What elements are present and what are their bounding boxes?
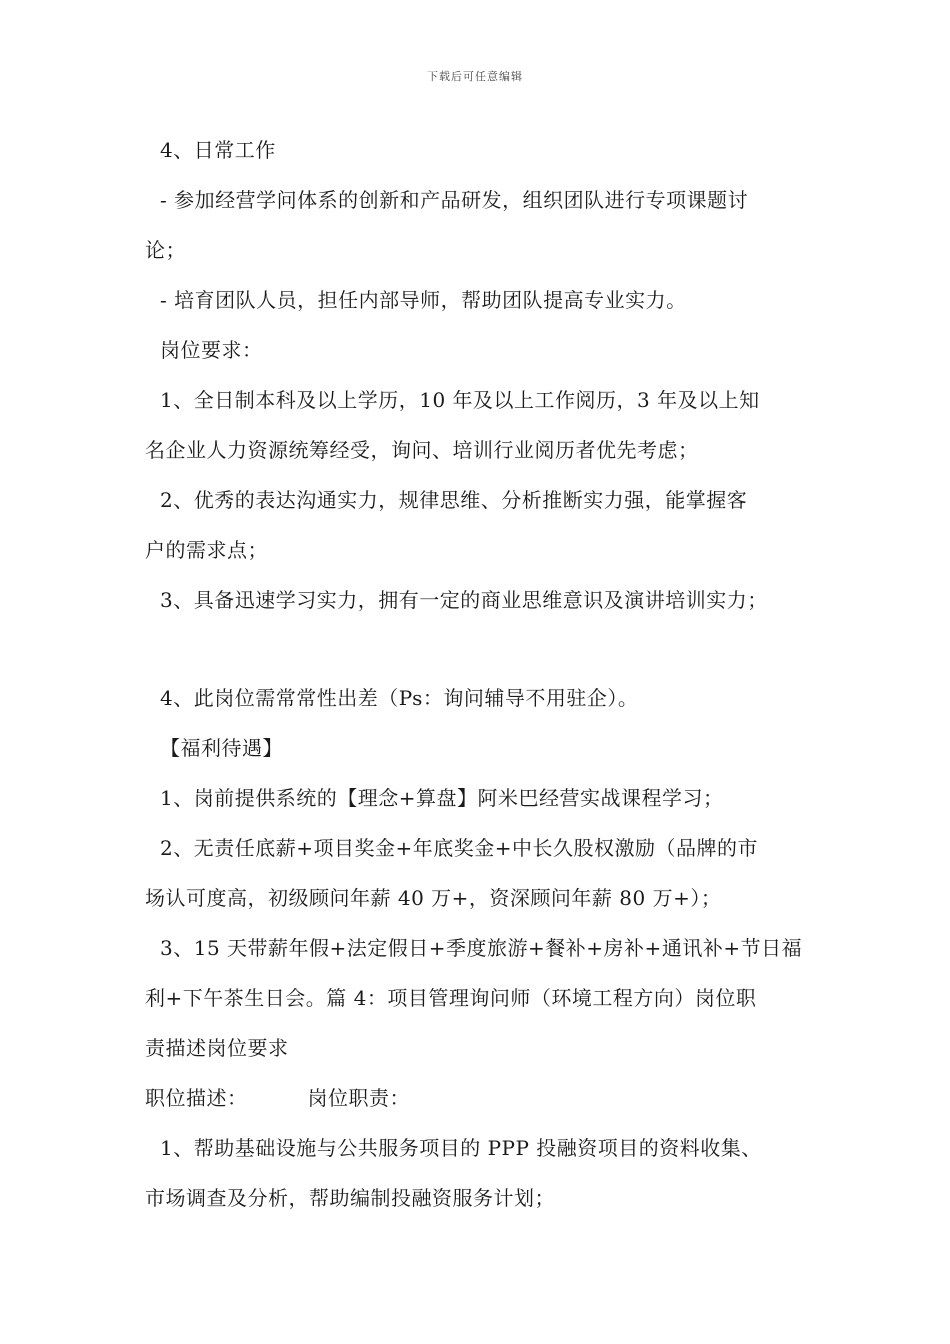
paragraph-line: 2、优秀的表达沟通实力，规律思维、分析推断实力强，能掌握客 xyxy=(160,488,748,512)
paragraph-line: 1、帮助基础设施与公共服务项目的 PPP 投融资项目的资料收集、 xyxy=(160,1136,762,1160)
section-heading-daily-work: 4、日常工作 xyxy=(160,138,276,162)
paragraph-line: 3、具备迅速学习实力，拥有一定的商业思维意识及演讲培训实力； xyxy=(160,588,768,612)
paragraph-line: 户的需求点； xyxy=(145,538,268,562)
paragraph-line: 2、无责任底薪+项目奖金+年底奖金+中长久股权激励（品牌的市 xyxy=(160,836,758,860)
paragraph-line: 名企业人力资源统筹经受，询问、培训行业阅历者优先考虑； xyxy=(145,438,699,462)
paragraph-line: 1、全日制本科及以上学历，10 年及以上工作阅历，3 年及以上知 xyxy=(160,388,760,412)
paragraph-line: 论； xyxy=(145,238,186,262)
paragraph-line: 4、此岗位需常常性出差（Ps：询问辅导不用驻企）。 xyxy=(160,686,639,710)
section-heading-requirements: 岗位要求： xyxy=(160,338,263,362)
paragraph-line: 场认可度高，初级顾问年薪 40 万+，资深顾问年薪 80 万+）； xyxy=(145,886,722,910)
job-description-label: 职位描述： xyxy=(145,1086,248,1110)
paragraph-line: 市场调查及分析，帮助编制投融资服务计划； xyxy=(145,1186,555,1210)
header-note: 下载后可任意编辑 xyxy=(427,70,523,83)
paragraph-line: 1、岗前提供系统的【理念+算盘】阿米巴经营实战课程学习； xyxy=(160,786,724,810)
section-heading-benefits: 【福利待遇】 xyxy=(160,736,283,760)
paragraph-line: - 培育团队人员，担任内部导师，帮助团队提高专业实力。 xyxy=(160,288,687,312)
paragraph-line: 利+下午茶生日会。篇 4：项目管理询问师（环境工程方向）岗位职 xyxy=(145,986,757,1010)
paragraph-line: 3、15 天带薪年假+法定假日+季度旅游+餐补+房补+通讯补+节日福 xyxy=(160,936,803,960)
job-description-row xyxy=(145,1084,835,1112)
paragraph-line: 责描述岗位要求 xyxy=(145,1036,289,1060)
paragraph-line: - 参加经营学问体系的创新和产品研发，组织团队进行专项课题讨 xyxy=(160,188,749,212)
job-duties-label: 岗位职责： xyxy=(307,1086,410,1110)
